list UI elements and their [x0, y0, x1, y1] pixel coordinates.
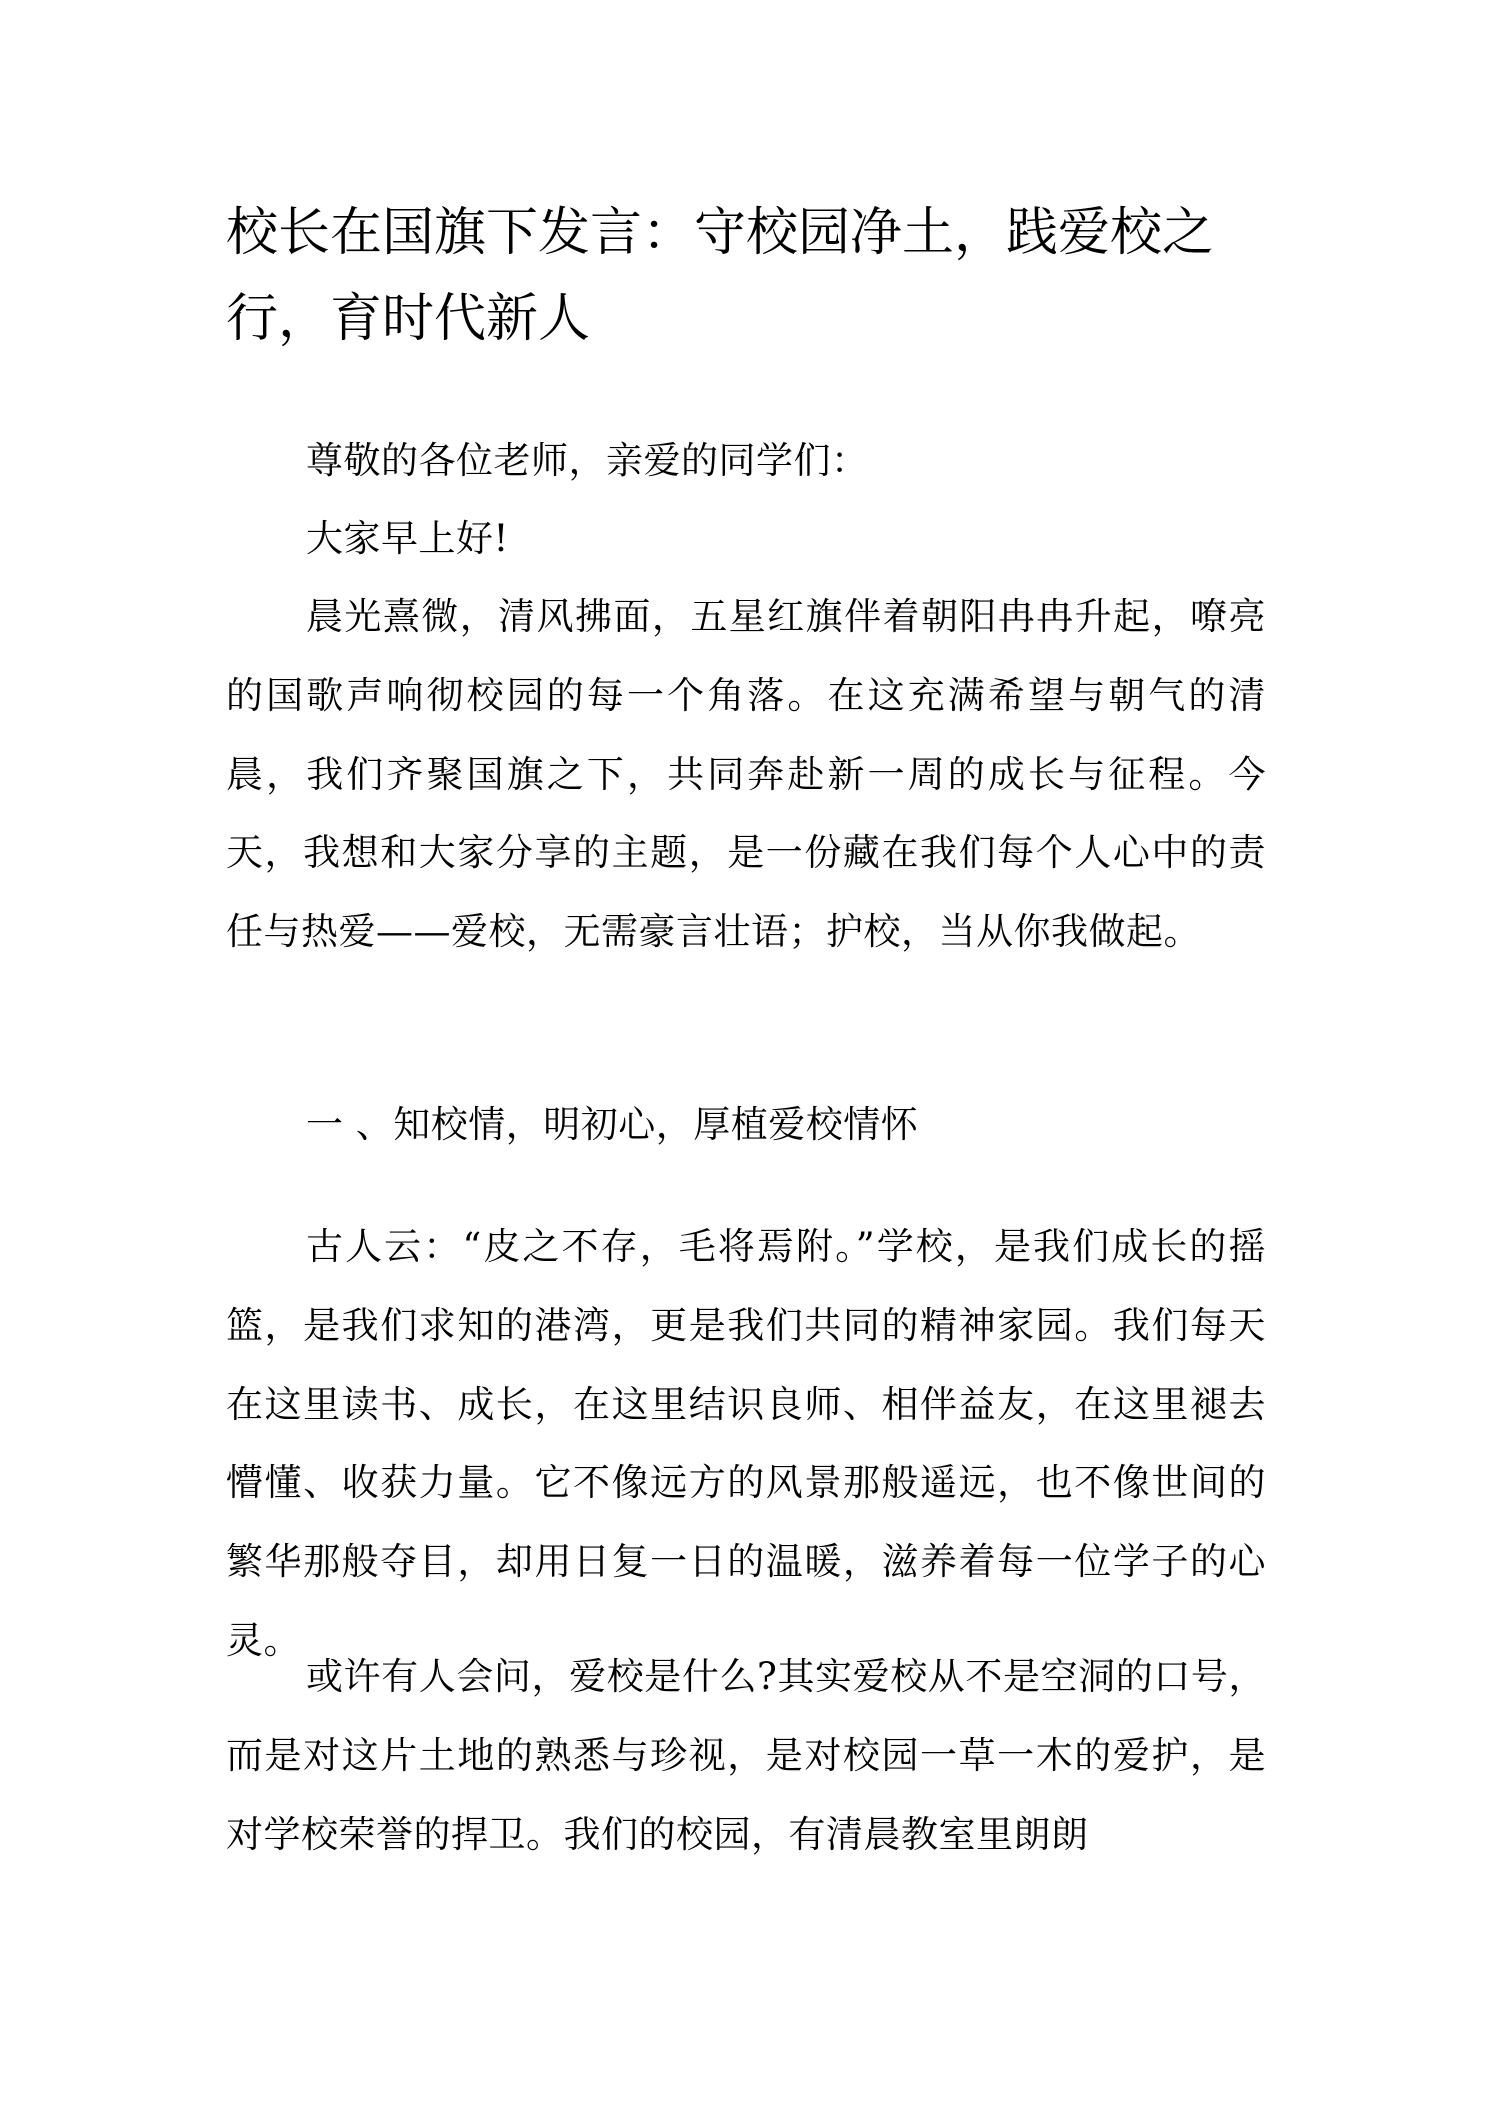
intro-paragraph: 晨光熹微，清风拂面，五星红旗伴着朝阳冉冉升起，嘹亮的国歌声响彻校园的每一个角落。在这充满希望与朝气的清晨，我们齐聚国旗之下，共同奔赴新一周的成长与征程。今天，我想和大家分享的主题，是一份藏在我们每个人心中的责任与热爱——爱校，无需豪言壮语；护校，当从你我做起。	[226, 595, 1266, 954]
quote-paragraph: 古人云：“皮之不存，毛将焉附。”学校，是我们成长的摇篮，是我们求知的港湾，更是我们共同的精神家园。我们每天在这里读书、成长，在这里结识良师、相伴益友，在这里褪去懵懂、收获力量。它不像远方的风景那般遥远，也不像世间的繁华那般夺目，却用日复一日的温暖，滋养着每一位学子的心灵。	[226, 1225, 1266, 1662]
greeting-paragraph: 大家早上好!	[306, 517, 509, 560]
question-paragraph: 或许有人会问，爱校是什么?其实爱校从不是空洞的口号，而是对这片土地的熟悉与珍视，是对校园一草一木的爱护，是对学校荣誉的捍卫。我们的校园，有清晨教室里朗朗	[226, 1655, 1266, 1856]
document-title: 校长在国旗下发言：守校园净土，践爱校之行，育时代新人	[226, 203, 1215, 349]
section-heading: 一 、知校情，明初心，厚植爱校情怀	[306, 1103, 919, 1146]
salutation-paragraph: 尊敬的各位老师，亲爱的同学们：	[306, 439, 869, 482]
